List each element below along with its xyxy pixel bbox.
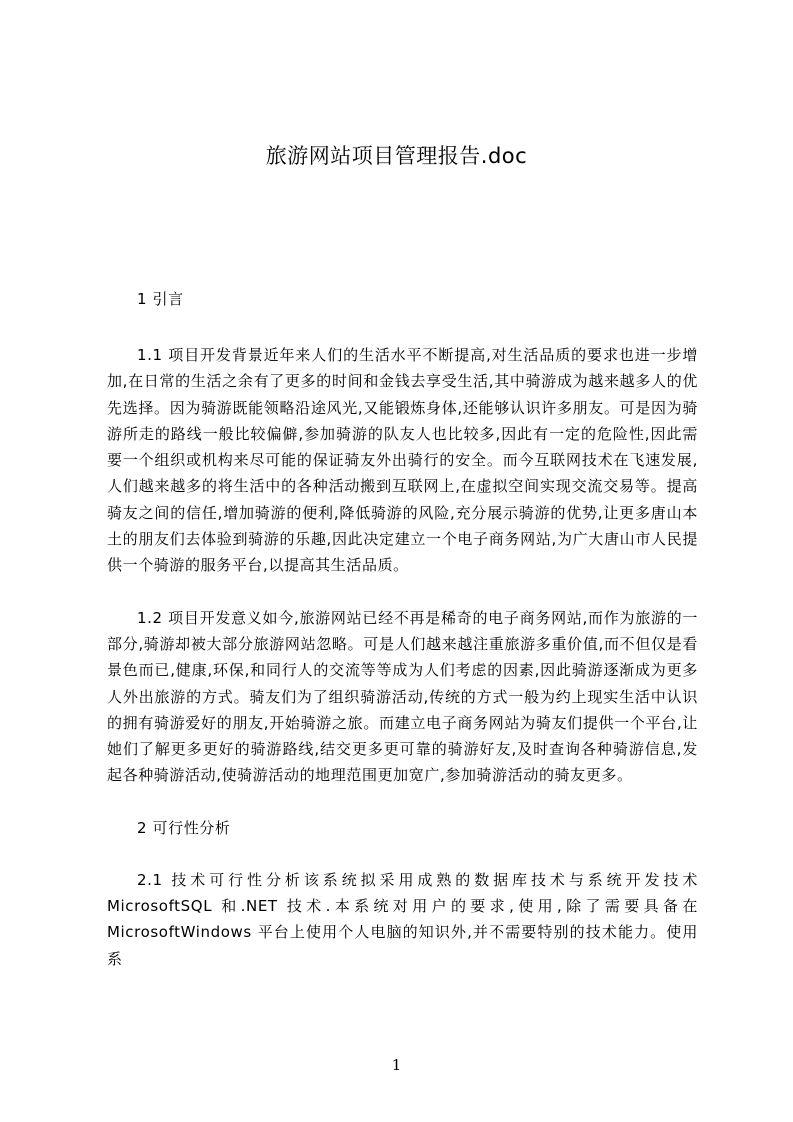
- paragraph-technical-feasibility: 2.1 技术可行性分析该系统拟采用成熟的数据库技术与系统开发技术MicrosoftSQL 和.NET 技术.本系统对用户的要求,使用,除了需要具备在MicrosoftWindows 平台上使用个人电脑的知识外,并不需要特别的技术能力。使用系: [107, 870, 698, 968]
- section-heading-feasibility: 2 可行性分析: [137, 818, 231, 837]
- spacer: [107, 312, 698, 342]
- paragraph-project-background: 1.1 项目开发背景近年来人们的生活水平不断提高,对生活品质的要求也进一步增加,在日常的生活之余有了更多的时间和金钱去享受生活,其中骑游成为越来越多人的优先选择。因为骑游既能领略沿途风光,又能锻炼身体,还能够认识许多朋友。可是因为骑游所走的路线一般比较偏僻,参加骑游的队友人也比较多,因此有一定的危险性,因此需要一个组织或机构来尽可能的保证骑友外出骑行的安全。而今互联网技术在飞速发展,人们越来越多的将生活中的各种活动搬到互联网上,在虚拟空间实现交流交易等。提高骑友之间的信任,增加骑游的便利,降低骑游的风险,充分展示骑游的优势,让更多唐山本土的朋友们去体验到骑游的乐趣,因此决定建立一个电子商务网站,为广大唐山市人民提供一个骑游的服务平台,以提高其生活品质。: [107, 346, 698, 575]
- page-number: 1: [391, 1056, 402, 1074]
- document-title: 旅游网站项目管理报告.doc: [265, 144, 528, 168]
- spacer: [107, 579, 698, 605]
- document-body: [107, 286, 698, 972]
- section-heading-introduction: 1 引言: [137, 290, 184, 308]
- paragraph-project-significance: 1.2 项目开发意义如今,旅游网站已经不再是稀奇的电子商务网站,而作为旅游的一部分,骑游却被大部分旅游网站忽略。可是人们越来越注重旅游多重价值,而不但仅是看景色而已,健康,环保,和同行人的交流等等成为人们考虑的因素,因此骑游逐渐成为更多人外出旅游的方式。骑友们为了组织骑游活动,传统的方式一般为约上现实生活中认识的拥有骑游爱好的朋友,开始骑游之旅。而建立电子商务网站为骑友们提供一个平台,让她们了解更多更好的骑游路线,结交更多更可靠的骑游好友,及时查询各种骑游信息,发起各种骑游活动,使骑游活动的地理范围更加宽广,参加骑游活动的骑友更多。: [107, 608, 698, 785]
- spacer: [107, 841, 698, 867]
- spacer: [107, 789, 698, 815]
